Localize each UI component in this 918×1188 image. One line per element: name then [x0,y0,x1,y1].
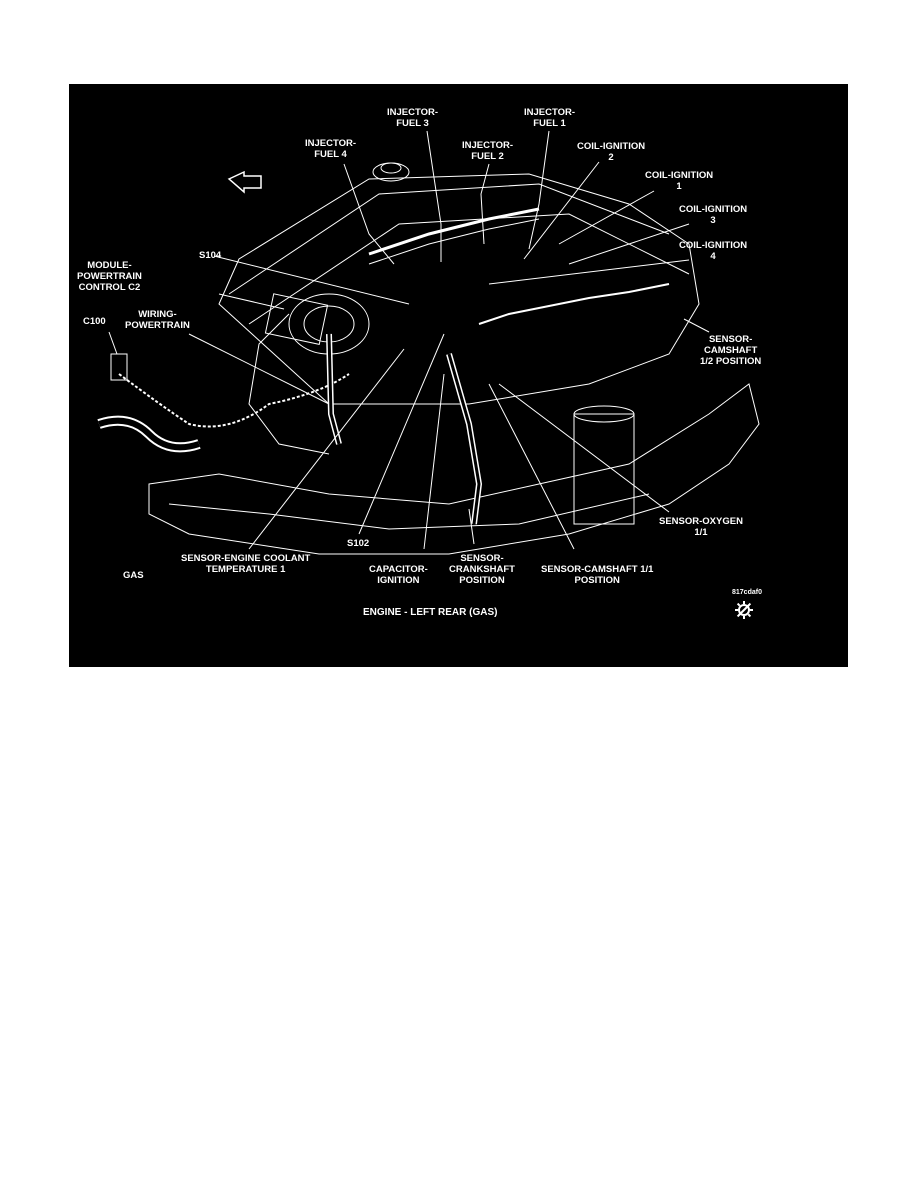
label-coil-ignition-4: COIL-IGNITION 4 [679,240,748,262]
label-sensor-camshaft-1-1: SENSOR-CAMSHAFT 1/1 POSITION [541,564,654,586]
label-capacitor-ignition: CAPACITOR- IGNITION [369,564,428,586]
label-sensor-oxygen: SENSOR-OXYGEN 1/1 [659,516,743,538]
engine-diagram [69,84,848,667]
figure-code: 817cdaf0 [732,589,762,596]
label-coil-ignition-3: COIL-IGNITION 3 [679,204,748,226]
pcm-module [265,294,327,345]
label-module-powertrain-control: MODULE- POWERTRAIN CONTROL C2 [77,260,142,293]
label-sensor-engine-coolant-temperature: SENSOR-ENGINE COOLANT TEMPERATURE 1 [181,553,311,575]
c100-connector [111,354,127,380]
label-s102: S102 [347,538,370,549]
oil-filter [574,414,634,524]
label-c100: C100 [83,316,106,327]
figure-caption: ENGINE - LEFT REAR (GAS) [363,607,498,618]
label-injector-fuel-2: INJECTOR- FUEL 2 [462,140,514,162]
direction-arrow-icon [229,172,261,192]
label-wiring-powertrain: WIRING- POWERTRAIN [125,309,190,331]
label-coil-ignition-1: COIL-IGNITION 1 [645,170,714,192]
label-injector-fuel-3: INJECTOR- FUEL 3 [387,107,439,129]
label-injector-fuel-4: INJECTOR- FUEL 4 [305,138,357,160]
label-sensor-camshaft-1-2: SENSOR- CAMSHAFT 1/2 POSITION [700,334,762,367]
label-coil-ignition-2: COIL-IGNITION 2 [577,141,646,163]
wiring-harness [119,374,349,427]
label-s104: S104 [199,250,222,261]
gear-slash-icon[interactable] [734,600,754,620]
label-sensor-crankshaft-position: SENSOR- CRANKSHAFT POSITION [449,553,515,586]
valve-cover-outline [219,174,699,404]
label-injector-fuel-1: INJECTOR- FUEL 1 [524,107,576,129]
corner-label-gas: GAS [123,570,144,581]
